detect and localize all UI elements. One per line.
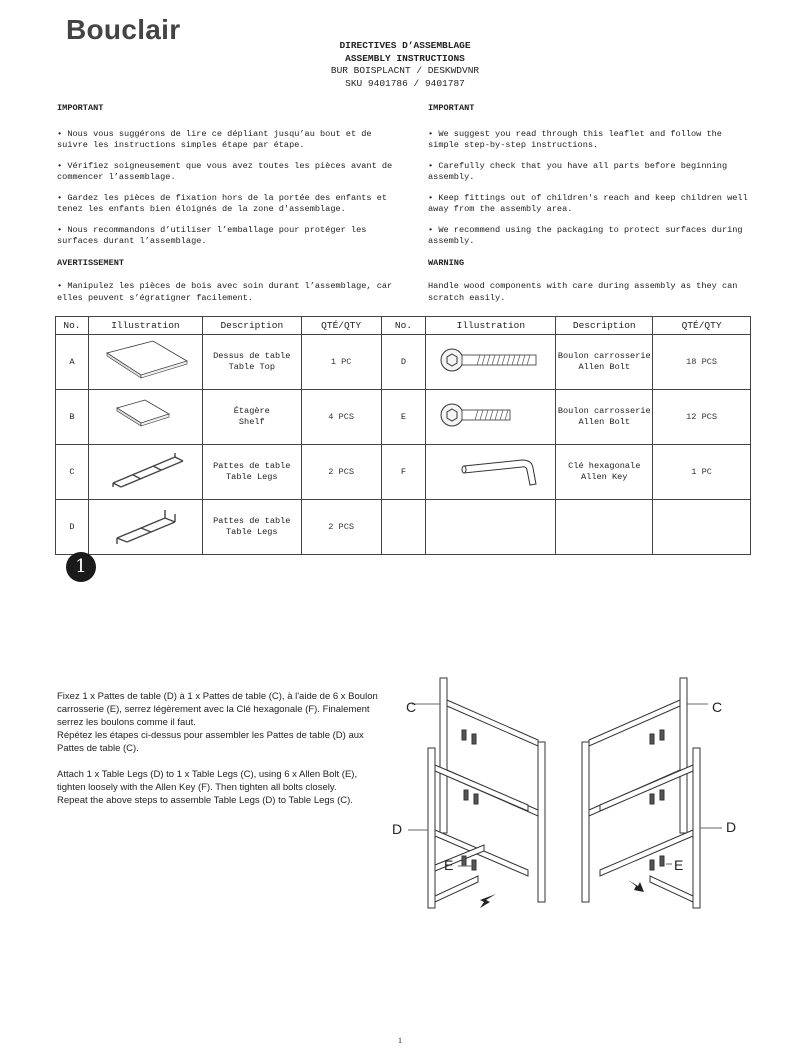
step-number-badge: 1: [66, 552, 96, 582]
model-code: BUR BOISPLACNT / DESKWDVNR: [330, 65, 480, 76]
column-header: QTÉ/QTY: [301, 317, 381, 335]
label-d-left: D: [392, 821, 403, 837]
part-number: C: [56, 445, 89, 500]
english-note: • Carefully check that you have all parts before beginning assembly.: [428, 160, 728, 182]
french-notes: [57, 103, 402, 313]
table-row: [56, 335, 751, 390]
brand-logo: Bouclair: [66, 14, 181, 45]
label-c-right: C: [712, 699, 723, 715]
label-e-left: E: [444, 857, 454, 873]
left-arrow: [480, 894, 496, 908]
part-number: B: [56, 390, 89, 445]
french-important-heading: IMPORTANT: [57, 103, 104, 113]
french-warning-heading: AVERTISSEMENT: [57, 257, 125, 268]
label-e-right: E: [674, 857, 684, 873]
part-quantity: 1 PC: [301, 335, 381, 390]
step-text-fr-repeat: Répétez les étapes ci-dessus pour assembler les Pattes de table (D) aux Pattes de table (C).: [57, 730, 364, 754]
part-description: Clé hexagonale Allen Key: [556, 445, 653, 500]
empty-cell: [653, 500, 751, 555]
title-en: ASSEMBLY INSTRUCTIONS: [345, 52, 465, 64]
shelf-illustration: [88, 390, 202, 445]
table-row: [56, 445, 751, 500]
table-legs-c-illustration: [88, 445, 202, 500]
french-note: • Gardez les pièces de fixation hors de la portée des enfants et tenez les enfants bien éloignés de la zone d'assemblage.: [57, 192, 388, 214]
french-note: • Nous recommandons d’utiliser l’emballage pour protéger les surfaces durant l’assemblage.: [57, 224, 367, 246]
column-header: No.: [381, 317, 426, 335]
label-c-left: C: [406, 699, 417, 715]
column-header: QTÉ/QTY: [653, 317, 751, 335]
part-number: F: [381, 445, 426, 500]
allen-bolt-long-illustration: [426, 335, 556, 390]
page-number: 1: [398, 1036, 402, 1045]
part-description: Boulon carrosserie Allen Bolt: [556, 390, 653, 445]
column-header: Illustration: [88, 317, 202, 335]
right-arrow: [628, 880, 644, 892]
part-description: Dessus de table Table Top: [202, 335, 301, 390]
table-row: [56, 500, 751, 555]
label-d-right: D: [726, 819, 737, 835]
column-header: No.: [56, 317, 89, 335]
document-title: [300, 40, 510, 90]
table-row: [56, 390, 751, 445]
part-number: D: [381, 335, 426, 390]
part-description: Pattes de table Table Legs: [202, 500, 301, 555]
allen-key-illustration: [426, 445, 556, 500]
part-quantity: 12 PCS: [653, 390, 751, 445]
empty-cell: [426, 500, 556, 555]
table-legs-d-illustration: [88, 500, 202, 555]
table-top-illustration: [88, 335, 202, 390]
part-description: Étagère Shelf: [202, 390, 301, 445]
allen-bolt-short-illustration: [426, 390, 556, 445]
part-number: D: [56, 500, 89, 555]
empty-cell: [381, 500, 426, 555]
step-text-en-repeat: Repeat the above steps to assemble Table Legs (D) to Table Legs (C).: [57, 795, 353, 806]
part-number: E: [381, 390, 426, 445]
french-warning-text: • Manipulez les pièces de bois avec soin durant l’assemblage, car elles peuvent s’égratigner facilement.: [57, 281, 393, 303]
english-warning-text: Handle wood components with care during assembly as they can scratch easily.: [428, 281, 738, 303]
step-text-en: Attach 1 x Table Legs (D) to 1 x Table Legs (C), using 6 x Allen Bolt (E), tighten loosely with the Allen Key (F). Then tighten all bolts closely.: [57, 769, 358, 793]
part-quantity: 4 PCS: [301, 390, 381, 445]
english-note: • We suggest you read through this leaflet and follow the simple step-by-step instructions.: [428, 128, 722, 150]
english-warning-heading: WARNING: [428, 257, 465, 268]
assembly-diagram: [388, 670, 748, 920]
english-notes: [428, 103, 758, 313]
part-description: Boulon carrosserie Allen Bolt: [556, 335, 653, 390]
french-note: • Nous vous suggérons de lire ce dépliant jusqu’au bout et de suivre les instructions simples étape par étape.: [57, 128, 372, 150]
english-note: • Keep fittings out of children's reach and keep children well away from the assembly area.: [428, 192, 748, 214]
part-quantity: 2 PCS: [301, 445, 381, 500]
table-header-row: [56, 317, 751, 335]
column-header: Description: [202, 317, 301, 335]
part-quantity: 2 PCS: [301, 500, 381, 555]
title-fr: DIRECTIVES D’ASSEMBLAGE: [339, 40, 471, 51]
french-note: • Vérifiez soigneusement que vous avez toutes les pièces avant de commencer l’assemblage.: [57, 160, 393, 182]
sku: SKU 9401786 / 9401787: [345, 77, 465, 89]
part-quantity: 18 PCS: [653, 335, 751, 390]
column-header: Description: [556, 317, 653, 335]
step-text-fr: Fixez 1 x Pattes de table (D) à 1 x Pattes de table (C), à l'aide de 6 x Boulon carrosserie (E), serrez légèrement avec la Clé hexagonale (F). Finalement serrez les boulons comme il faut.: [57, 691, 378, 728]
empty-cell: [556, 500, 653, 555]
step-instructions: [57, 690, 387, 807]
part-description: Pattes de table Table Legs: [202, 445, 301, 500]
english-note: • We recommend using the packaging to protect surfaces during assembly.: [428, 224, 743, 246]
parts-table: [55, 316, 751, 555]
part-quantity: 1 PC: [653, 445, 751, 500]
english-important-heading: IMPORTANT: [428, 103, 475, 113]
column-header: Illustration: [426, 317, 556, 335]
part-number: A: [56, 335, 89, 390]
